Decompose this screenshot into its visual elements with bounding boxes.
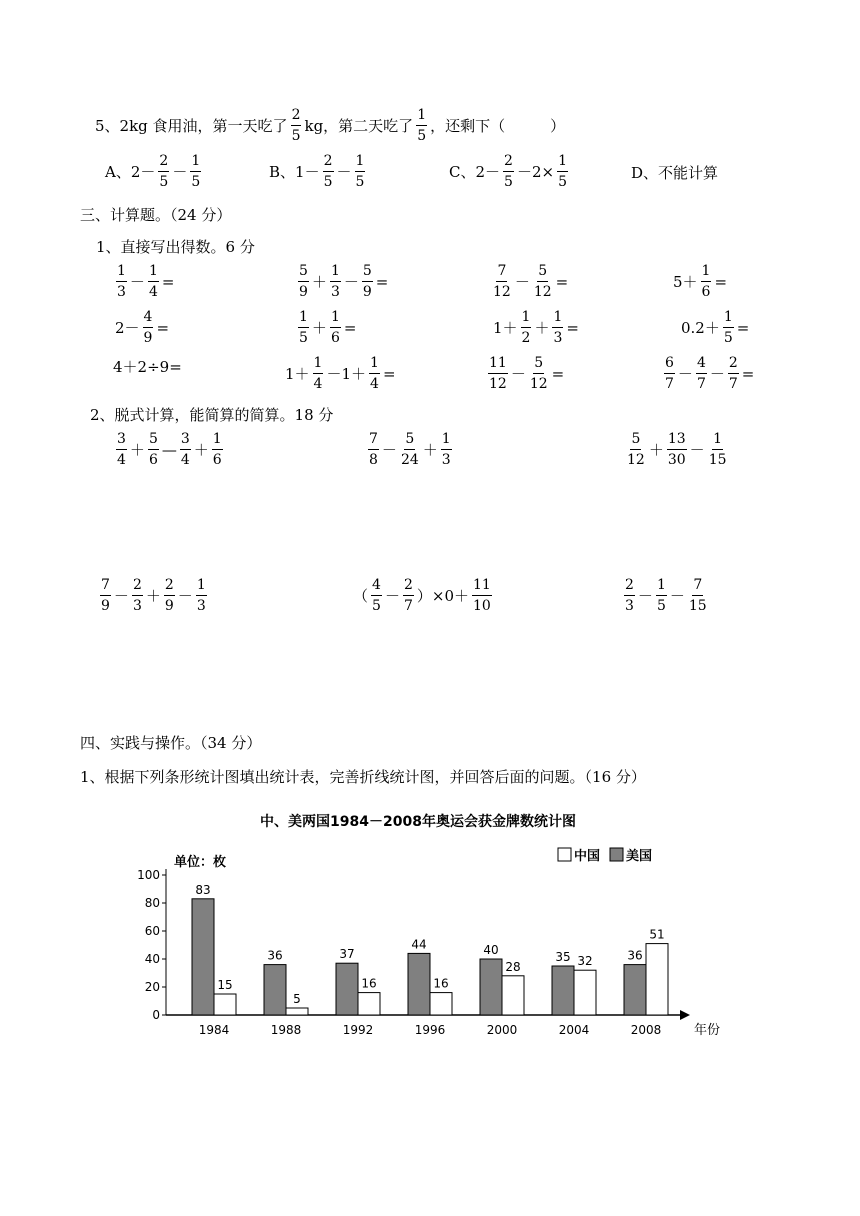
section-4-q1: 1、根据下列条形统计图填出统计表，完善折线统计图，并回答后面的问题。（16 分）	[80, 768, 646, 786]
expr-text: －	[637, 587, 653, 605]
denominator: 9	[164, 598, 174, 614]
denominator: 6	[212, 452, 222, 468]
denominator: 3	[330, 284, 340, 300]
expr-text: ＋	[422, 441, 438, 459]
expr-text: （	[353, 587, 369, 605]
numerator: 1	[330, 264, 341, 282]
section-3-sub1: 1、直接写出得数。6 分	[96, 238, 255, 256]
expr-text: 5、2kg 食用油，第一天吃了	[95, 117, 288, 135]
x-axis-label: 年份	[694, 1023, 721, 1038]
direct-expr-4	[672, 264, 728, 299]
denominator: 15	[708, 452, 727, 468]
numerator: 1	[712, 432, 723, 450]
fraction	[403, 578, 414, 613]
fraction	[557, 154, 568, 189]
numerator: 5	[298, 264, 309, 282]
expr-text: D、不能计算	[631, 164, 719, 182]
fraction	[696, 356, 707, 391]
denominator: 12	[627, 452, 645, 468]
denominator: 6	[330, 330, 340, 346]
bar-china-2004	[574, 970, 596, 1015]
direct-expr-5	[114, 310, 170, 345]
direct-expr-7	[492, 310, 580, 345]
denominator: 7	[403, 598, 413, 614]
option-c	[448, 154, 570, 189]
numerator: 5	[537, 264, 548, 282]
fraction	[441, 432, 452, 467]
x-tick-label: 1992	[342, 1023, 374, 1037]
expr-text: －	[129, 273, 145, 291]
bar-china-2008	[646, 944, 668, 1015]
expr-text: －	[172, 163, 188, 181]
expr-text: －	[709, 365, 725, 383]
expr-text: 1＋	[285, 365, 310, 383]
expr-text: kg，第二天吃了	[304, 117, 414, 135]
expr-text: =	[382, 364, 396, 383]
numerator: 2	[291, 108, 302, 126]
legend-label-china: 中国	[574, 849, 601, 864]
denominator: 6	[701, 284, 711, 300]
denominator: 3	[117, 284, 126, 300]
question-5-stem	[94, 108, 566, 143]
numerator: 2	[728, 356, 739, 374]
expr-text: －1＋	[326, 365, 367, 383]
data-label-china: 15	[217, 978, 233, 992]
numerator: 11	[472, 578, 492, 596]
x-tick-label: 1988	[270, 1023, 302, 1037]
expr-text: =	[343, 318, 357, 337]
expr-text: ＋	[311, 273, 327, 291]
numerator: 5	[630, 432, 641, 450]
direct-expr-8	[680, 310, 750, 345]
denominator: 4	[117, 452, 126, 468]
denominator: 7	[728, 376, 738, 392]
legend-label-usa: 美国	[626, 849, 653, 864]
fraction	[723, 310, 734, 345]
data-label-china: 51	[649, 927, 665, 942]
numerator: 1	[313, 356, 324, 374]
y-tick-label: 40	[144, 952, 160, 966]
direct-expr-2	[296, 264, 389, 299]
denominator: 7	[665, 376, 674, 392]
expr-text: ＋	[311, 319, 327, 337]
numerator: 1	[656, 578, 667, 596]
step-expr-2	[366, 432, 454, 467]
numerator: 1	[552, 310, 563, 328]
numerator: 1	[330, 310, 341, 328]
expr-text: ＋	[129, 441, 145, 459]
numerator: 6	[664, 356, 675, 374]
expr-text: =	[566, 318, 579, 337]
fraction	[664, 356, 675, 391]
expr-text: ，还剩下（ ）	[430, 117, 566, 135]
bar-usa-1984	[192, 899, 214, 1015]
expr-text: C、2－	[449, 163, 501, 181]
numerator: 1	[557, 154, 568, 172]
denominator: 3	[196, 598, 206, 614]
data-label-china: 32	[577, 954, 593, 969]
denominator: 4	[148, 284, 158, 300]
step-expr-4	[98, 578, 209, 613]
option-d	[630, 162, 719, 183]
numerator: 7	[496, 264, 507, 282]
fraction	[100, 578, 111, 613]
fraction	[148, 432, 159, 467]
step-expr-3	[624, 432, 730, 467]
expr-text: －	[689, 441, 705, 459]
numerator: 1	[298, 310, 309, 328]
denominator: 12	[493, 284, 511, 300]
direct-expr-11	[486, 356, 565, 391]
step-expr-6	[622, 578, 710, 613]
x-tick-label: 2008	[630, 1023, 662, 1037]
numerator: 11	[488, 356, 508, 374]
numerator: 7	[368, 432, 379, 450]
bar-china-1992	[358, 993, 380, 1015]
denominator: 12	[533, 284, 552, 300]
fraction	[688, 578, 708, 613]
denominator: 12	[529, 376, 548, 392]
bar-usa-1988	[264, 965, 286, 1015]
fraction	[330, 310, 341, 345]
denominator: 8	[369, 452, 378, 468]
numerator: 1	[196, 578, 207, 596]
denominator: 10	[473, 598, 491, 614]
numerator: 5	[404, 432, 415, 450]
numerator: 3	[116, 432, 127, 450]
data-label-china: 16	[433, 976, 449, 991]
numerator: 1	[116, 264, 127, 282]
expr-text: 2－	[115, 319, 140, 337]
bar-china-2000	[502, 976, 524, 1015]
numerator: 1	[441, 432, 452, 450]
expr-text: －	[177, 587, 193, 605]
expr-text: =	[161, 272, 175, 291]
numerator: 4	[143, 310, 154, 328]
data-label-usa: 35	[555, 950, 571, 964]
data-label-usa: 44	[411, 937, 427, 952]
expr-text: ＋	[534, 319, 550, 337]
expr-text: 5＋	[673, 273, 698, 291]
numerator: 1	[148, 264, 159, 282]
direct-expr-9	[112, 356, 183, 377]
denominator: 3	[132, 598, 142, 614]
bar-usa-2008	[624, 965, 646, 1015]
numerator: 2	[323, 154, 334, 172]
x-tick-label: 1996	[414, 1023, 446, 1037]
fraction	[503, 154, 514, 189]
expr-text: 4＋2÷9=	[113, 358, 182, 376]
denominator: 30	[667, 452, 686, 468]
data-label-usa: 83	[195, 882, 211, 897]
numerator: 1	[355, 154, 366, 172]
bar-china-1988	[286, 1008, 308, 1015]
x-tick-label: 2000	[486, 1023, 518, 1037]
numerator: 5	[533, 356, 544, 374]
numerator: 1	[521, 310, 532, 328]
denominator: 3	[553, 330, 563, 346]
denominator: 5	[723, 330, 733, 346]
denominator: 5	[558, 174, 567, 190]
expr-text: ）×0＋	[416, 587, 469, 605]
denominator: 12	[489, 376, 507, 392]
x-tick-label: 2004	[558, 1023, 590, 1037]
data-label-usa: 37	[339, 947, 355, 962]
fraction	[369, 356, 380, 391]
denominator: 5	[355, 174, 365, 190]
chart-title: 中、美两国1984－2008年奥运会获金牌数统计图	[260, 814, 576, 830]
fraction	[291, 108, 302, 143]
numerator: 1	[190, 154, 201, 172]
numerator: 5	[362, 264, 373, 282]
numerator: 1	[416, 108, 427, 126]
fraction	[626, 432, 646, 467]
numerator: 1	[369, 356, 380, 374]
denominator: 2	[521, 330, 531, 346]
numerator: 2	[132, 578, 143, 596]
fraction	[158, 154, 169, 189]
denominator: 3	[441, 452, 451, 468]
fraction	[298, 310, 309, 345]
expr-text: －	[113, 587, 129, 605]
expr-text: －	[343, 273, 359, 291]
option-b	[268, 154, 367, 189]
option-a	[104, 154, 203, 189]
expr-text: 1＋	[493, 319, 518, 337]
fraction	[330, 264, 341, 299]
direct-expr-12	[662, 356, 755, 391]
expr-text: ＋	[193, 441, 209, 459]
chart-legend	[558, 848, 652, 864]
fraction	[728, 356, 739, 391]
expr-text: =	[736, 318, 750, 337]
bar-usa-1996	[408, 953, 430, 1015]
numerator: 1	[701, 264, 712, 282]
denominator: 15	[688, 598, 707, 614]
numerator: 2	[158, 154, 169, 172]
denominator: 4	[313, 376, 323, 392]
fraction	[488, 356, 508, 391]
numerator: 1	[723, 310, 734, 328]
fraction	[313, 356, 324, 391]
expr-text: =	[375, 272, 389, 291]
bar-usa-2004	[552, 966, 574, 1015]
y-tick-label: 80	[144, 896, 160, 910]
numerator: 7	[100, 578, 111, 596]
bar-usa-2000	[480, 959, 502, 1015]
expr-text: －	[514, 273, 530, 291]
fraction	[492, 264, 512, 299]
numerator: 5	[148, 432, 159, 450]
denominator: 5	[291, 128, 301, 144]
expr-text: =	[741, 364, 755, 383]
fraction	[148, 264, 159, 299]
numerator: 1	[212, 432, 223, 450]
numerator: 2	[164, 578, 175, 596]
bar-china-1996	[430, 993, 452, 1015]
data-label-china: 28	[505, 959, 521, 974]
x-tick-label: 1984	[198, 1023, 230, 1037]
gold-medal-bar-chart	[137, 800, 721, 1050]
section-3-heading: 三、计算题。（24 分）	[80, 206, 232, 224]
fraction	[355, 154, 366, 189]
numerator: 2	[503, 154, 514, 172]
expr-text: －	[336, 163, 352, 181]
section-3-sub2: 2、脱式计算，能简算的简算。18 分	[90, 406, 334, 424]
fraction	[190, 154, 201, 189]
expr-text: －2×	[516, 163, 555, 181]
numerator: 2	[624, 578, 635, 596]
numerator: 7	[692, 578, 703, 596]
data-label-china: 5	[293, 992, 301, 1006]
data-label-china: 16	[361, 976, 377, 991]
fraction	[656, 578, 667, 613]
expr-text: =	[714, 272, 728, 291]
legend-swatch-china	[558, 848, 571, 861]
fraction	[533, 264, 553, 299]
denominator: 5	[299, 330, 308, 346]
denominator: 9	[143, 330, 153, 346]
numerator: 2	[403, 578, 414, 596]
expr-text: －	[384, 587, 400, 605]
expr-text: －	[510, 365, 526, 383]
numerator: 4	[696, 356, 707, 374]
denominator: 5	[372, 598, 381, 614]
fraction	[552, 310, 563, 345]
denominator: 24	[400, 452, 419, 468]
numerator: 4	[371, 578, 382, 596]
fraction	[667, 432, 687, 467]
section-4-heading: 四、实践与操作。（34 分）	[80, 734, 262, 752]
data-label-usa: 36	[267, 948, 283, 963]
fraction	[708, 432, 728, 467]
denominator: 5	[417, 128, 427, 144]
fraction	[400, 432, 420, 467]
bar-china-1984	[214, 994, 236, 1015]
legend-swatch-usa	[610, 848, 623, 861]
fraction	[196, 578, 207, 613]
fraction	[368, 432, 379, 467]
fraction	[116, 264, 127, 299]
y-tick-label: 20	[144, 980, 160, 994]
fraction	[212, 432, 223, 467]
fraction	[180, 432, 191, 467]
expr-text: 0.2＋	[681, 319, 720, 337]
denominator: 9	[299, 284, 308, 300]
y-tick-label: 0	[152, 1008, 160, 1022]
direct-expr-6	[296, 310, 357, 345]
step-expr-1	[114, 432, 225, 467]
fraction	[164, 578, 175, 613]
denominator: 3	[625, 598, 634, 614]
expr-text: A、2－	[105, 163, 156, 181]
denominator: 5	[159, 174, 169, 190]
denominator: 9	[101, 598, 110, 614]
numerator: 3	[180, 432, 191, 450]
data-label-usa: 40	[483, 943, 499, 957]
expr-text: ＋	[145, 587, 161, 605]
data-label-usa: 36	[627, 948, 643, 963]
expr-text: —	[161, 440, 177, 459]
expr-text: ＋	[648, 441, 664, 459]
x-axis-arrow	[680, 1010, 690, 1020]
expr-text: B、1－	[269, 163, 320, 181]
fraction	[362, 264, 373, 299]
chart-unit-label: 单位：枚	[174, 855, 227, 870]
fraction	[521, 310, 532, 345]
direct-expr-3	[490, 264, 569, 299]
fraction	[529, 356, 549, 391]
denominator: 7	[696, 376, 706, 392]
denominator: 6	[148, 452, 158, 468]
denominator: 5	[191, 174, 201, 190]
fraction	[323, 154, 334, 189]
expr-text: －	[677, 365, 693, 383]
fraction	[116, 432, 127, 467]
expr-text: =	[551, 364, 565, 383]
fraction	[416, 108, 427, 143]
step-expr-5	[352, 578, 494, 613]
denominator: 5	[656, 598, 666, 614]
denominator: 5	[504, 174, 513, 190]
denominator: 5	[323, 174, 333, 190]
fraction	[132, 578, 143, 613]
expr-text: =	[156, 318, 170, 337]
fraction	[371, 578, 382, 613]
denominator: 9	[362, 284, 372, 300]
bar-usa-1992	[336, 963, 358, 1015]
fraction	[624, 578, 635, 613]
y-tick-label: 60	[144, 924, 160, 938]
fraction	[701, 264, 712, 299]
expr-text: =	[555, 272, 569, 291]
denominator: 4	[370, 376, 379, 392]
fraction	[298, 264, 309, 299]
denominator: 4	[180, 452, 190, 468]
y-tick-label: 100	[137, 868, 160, 882]
expr-text: －	[669, 587, 685, 605]
fraction	[472, 578, 492, 613]
expr-text: －	[381, 441, 397, 459]
direct-expr-1	[114, 264, 175, 299]
fraction	[143, 310, 154, 345]
direct-expr-10	[284, 356, 397, 391]
numerator: 13	[667, 432, 687, 450]
